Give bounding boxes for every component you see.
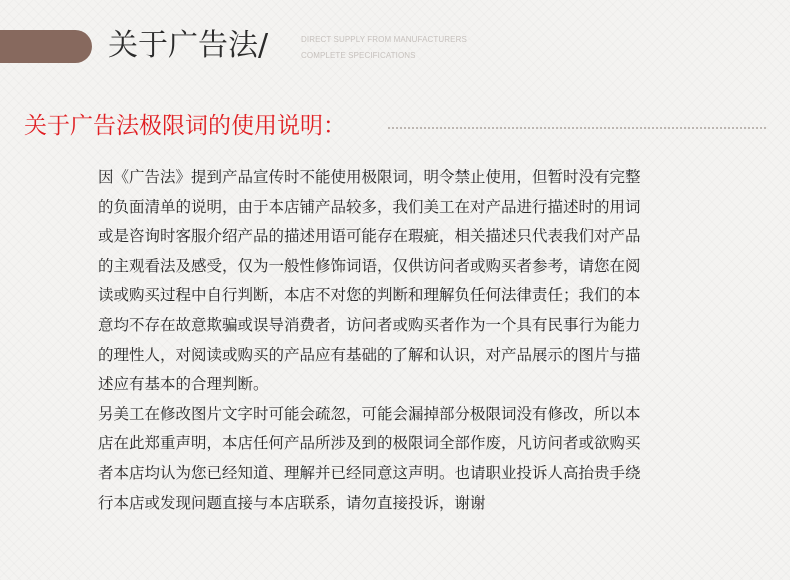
body-line: 的理性人，对阅读或购买的产品应有基础的了解和认识，对产品展示的图片与描 bbox=[98, 345, 641, 364]
body-line: 读或购买过程中自行判断，本店不对您的判断和理解负任何法律责任；我们的本 bbox=[98, 286, 641, 305]
body-line: 因《广告法》提到产品宣传时不能使用极限词，明令禁止使用，但暂时没有完整 bbox=[98, 168, 641, 186]
body-line: 的主观看法及感受，仅为一般性修饰词语，仅供访问者或购买者参考，请您在阅 bbox=[98, 256, 641, 275]
body-line: 另美工在修改图片文字时可能会疏忽，可能会漏掉部分极限词没有修改，所以本 bbox=[98, 404, 641, 423]
body-line: 意均不存在故意欺骗或误导消费者，访问者或购买者作为一个具有民事行为能力 bbox=[98, 315, 641, 334]
header-subtitle-line1: DIRECT SUPPLY FROM MANUFACTURERS bbox=[301, 35, 467, 44]
section-title: 关于广告法极限词的使用说明： bbox=[24, 113, 346, 139]
section-dotted-divider bbox=[388, 127, 766, 129]
body-line: 店在此郑重声明，本店任何产品所涉及到的极限词全部作废，凡访问者或欲购买 bbox=[98, 434, 641, 453]
body-line: 述应有基本的合理判断。 bbox=[98, 375, 269, 394]
header-pill-decoration bbox=[0, 30, 92, 63]
page-title: 关于广告法/ bbox=[108, 28, 269, 63]
body-line: 的负面清单的说明，由于本店铺产品较多，我们美工在对产品进行描述时的用词 bbox=[98, 197, 641, 216]
header-subtitle-line2: COMPLETE SPECIFICATIONS bbox=[301, 51, 416, 60]
body-line: 行本店或发现问题直接与本店联系，请勿直接投诉，谢谢 bbox=[98, 493, 486, 512]
body-line: 者本店均认为您已经知道、理解并已经同意这声明。也请职业投诉人高抬贵手绕 bbox=[98, 463, 641, 482]
body-text bbox=[98, 163, 733, 518]
body-line: 或是咨询时客服介绍产品的描述用语可能存在瑕疵，相关描述只代表我们对产品 bbox=[98, 227, 641, 246]
